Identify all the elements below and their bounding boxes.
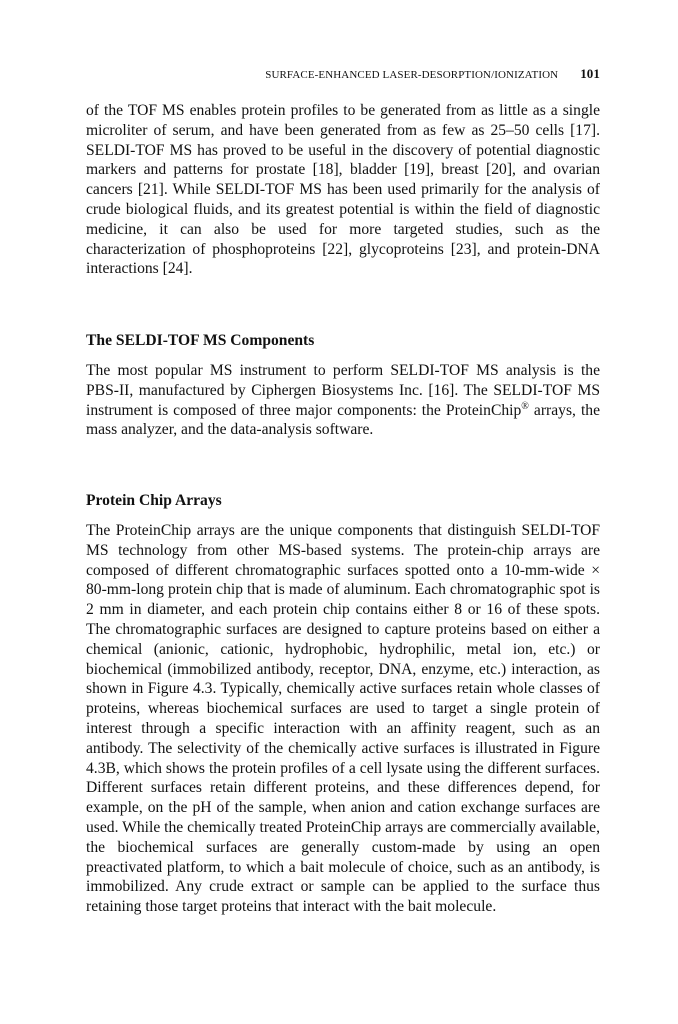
page-number: 101 xyxy=(580,66,600,81)
paragraph-2 xyxy=(86,361,600,440)
section-heading-protein-chip-arrays: Protein Chip Arrays xyxy=(86,492,222,509)
section-heading-components: The SELDI-TOF MS Components xyxy=(86,332,315,349)
paragraph-2-text-a: The most popular MS instrument to perform SELDI-TOF MS analysis is the PBS-II, manufactured by Ciphergen Biosystems Inc. [16]. The SELDI-TOF MS instrument is composed of three major components: the ProteinChip xyxy=(86,362,600,419)
running-head-title: SURFACE-ENHANCED LASER-DESORPTION/IONIZATION xyxy=(265,69,559,81)
registered-mark: ® xyxy=(521,400,529,412)
running-head xyxy=(86,66,600,83)
paragraph-2-text-b: arrays, the mass analyzer, and the data-analysis software. xyxy=(86,401,601,439)
paragraph-3: The ProteinChip arrays are the unique components that distinguish SELDI-TOF MS technology from other MS-based systems. The protein-chip arrays are composed of different chromatographic surfaces spotted onto a 10-mm-wide × 80-mm-long protein chip that is made of aluminum. Each chromatographic spot is 2 mm in diameter, and each protein chip contains either 8 or 16 of these spots. The chromatographic surfaces are designed to capture proteins based on either a chemical (anionic, cationic, hydrophobic, hydrophilic, metal ion, etc.) or biochemical (immobilized antibody, receptor, DNA, enzyme, etc.) interaction, as shown in Figure 4.3. Typically, chemically active surfaces retain whole classes of proteins, whereas biochemical surfaces are used to target a single protein of interest through a specific interaction with an affinity reagent, such as an antibody. The selectivity of the chemically active surfaces is illustrated in Figure 4.3B, which shows the protein profiles of a cell lysate using the different surfaces. Different surfaces retain different proteins, and these differences depend, for example, on the pH of the sample, when anion and cation exchange surfaces are used. While the chemically treated ProteinChip arrays are commercially available, the biochemical surfaces are generally custom-made by using an open preactivated platform, to which a bait molecule of choice, such as an antibody, is immobilized. Any crude extract or sample can be applied to the surface thus retaining those target proteins that interact with the bait molecule. xyxy=(86,522,600,916)
paragraph-1: of the TOF MS enables protein profiles to be generated from as little as a single microliter of serum, and have been generated from as few as 25–50 cells [17]. SELDI-TOF MS has proved to be useful in the discovery of potential diagnostic markers and patterns for prostate [18], bladder [19], breast [20], and ovarian cancers [21]. While SELDI-TOF MS has been used primarily for the analysis of crude biological fluids, and its greatest potential is within the field of diagnostic medicine, it can also be used for more targeted studies, such as the characterization of phosphoproteins [22], glycoproteins [23], and protein-DNA interactions [24]. xyxy=(86,102,600,278)
